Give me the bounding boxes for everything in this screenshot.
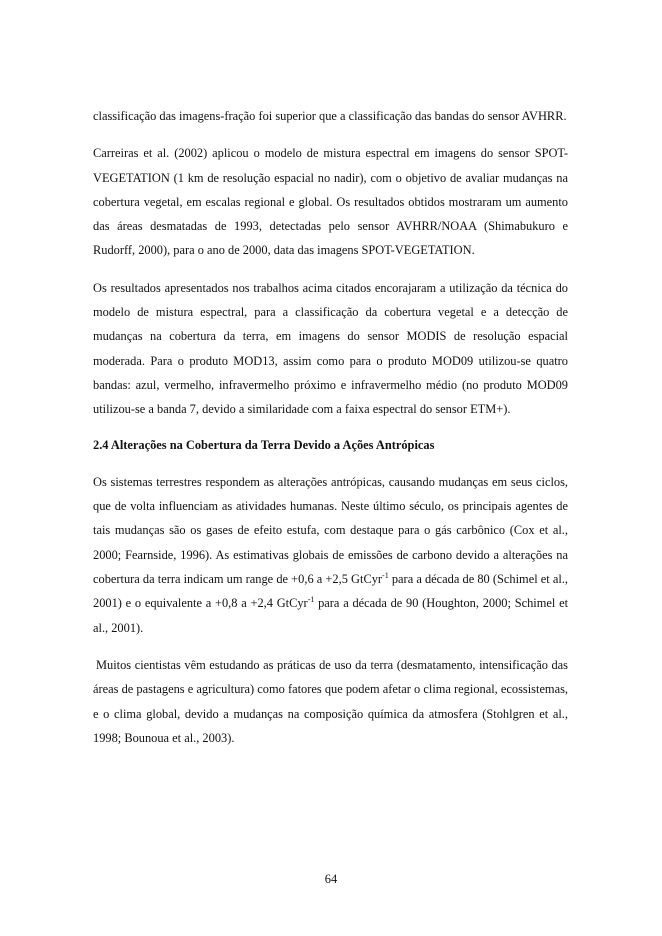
paragraph-4 <box>93 470 568 640</box>
paragraph-2: Carreiras et al. (2002) aplicou o modelo de mistura espectral em imagens do sensor SPOT-VEGETATION (1 km de resolução espacial no nadir), com o objetivo de avaliar mudanças na cobertura vegetal, em escalas regional e global. Os resultados obtidos mostraram um aumento das áreas desmatadas de 1993, detectadas pelo sensor AVHRR/NOAA (Shimabukuro e Rudorff, 2000), para o ano de 2000, data das imagens SPOT-VEGETATION. <box>93 146 568 258</box>
page-body <box>93 104 568 750</box>
page-number: 64 <box>324 872 338 886</box>
paragraph-1: classificação das imagens-fração foi superior que a classificação das bandas do sensor AVHRR. <box>93 109 567 123</box>
paragraph-4-part-b: para a década de 80 (Schimel et al., 2001) e o equivalente a +0,8 a +2,4 GtCyr <box>93 572 569 611</box>
paragraph-4-part-c: para a década de 90 (Houghton, 2000; Schimel et al., 2001). <box>93 596 569 635</box>
paragraph-4-part-a: Os sistemas terrestres respondem as alterações antrópicas, causando mudanças em seus ciclos, que de volta influenciam as atividades humanas. Neste último século, os principais agentes de tais mudanças são os gases de efeito estufa, com destaque para o gás carbônico (Cox et al., 2000; Fearnside, 1996). As estimativas globais de emissões de carbono devido a alterações na cobertura da terra indicam um range de +0,6 a +2,5 GtCyr <box>93 474 568 587</box>
superscript-1: -1 <box>382 571 389 581</box>
paragraph-5: Muitos cientistas vêm estudando as práticas de uso da terra (desmatamento, intensificação das áreas de pastagens e agricultura) como fatores que podem afetar o clima regional, ecossistemas, e o clima global, devido a mudanças na composição química da atmosfera (Stohlgren et al., 1998; Bounoua et al., 2003). <box>93 657 568 745</box>
superscript-2: -1 <box>307 595 315 605</box>
section-heading: 2.4 Alterações na Cobertura da Terra Devido a Ações Antrópicas <box>93 437 435 452</box>
paragraph-3: Os resultados apresentados nos trabalhos acima citados encorajaram a utilização da técnica do modelo de mistura espectral, para a classificação da cobertura vegetal e a detecção de mudanças na cobertura da terra, em imagens do sensor MODIS de resolução espacial moderada. Para o produto MOD13, assim como para o produto MOD09 utilizou-se quatro bandas: azul, vermelho, infravermelho próximo e infravermelho médio (no produto MOD09 utilizou-se a banda 7, devido a similaridade com a faixa espectral do sensor ETM+). <box>93 280 568 417</box>
